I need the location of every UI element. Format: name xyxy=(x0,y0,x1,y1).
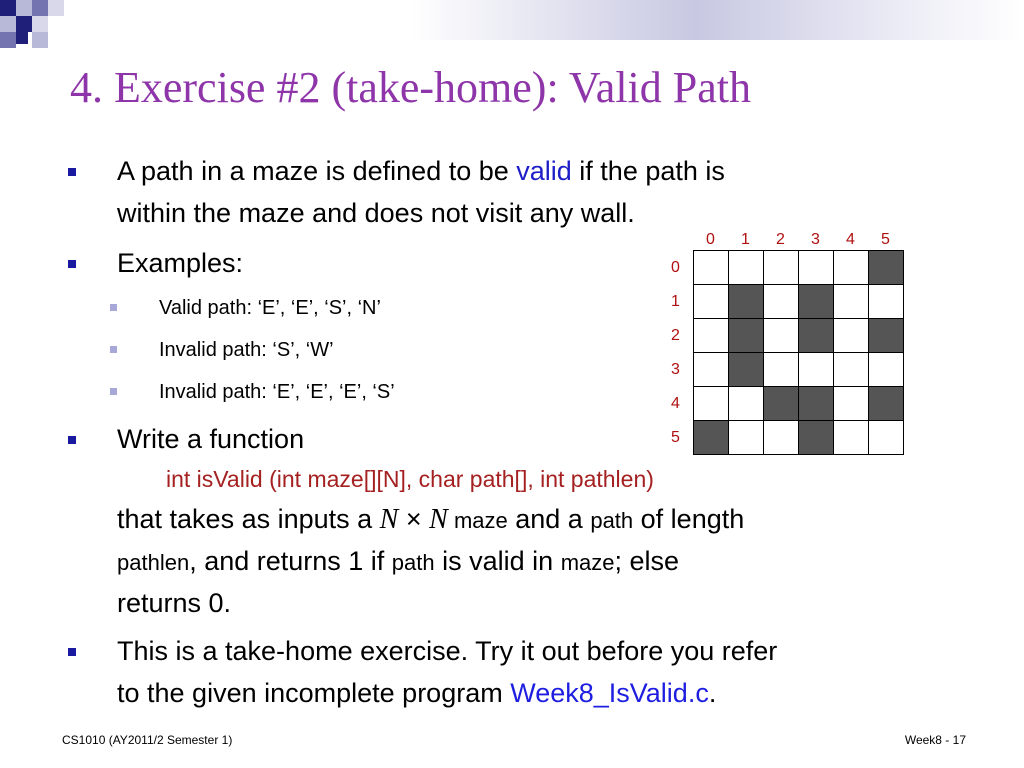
maze-wall-cell xyxy=(764,387,799,421)
bullet-text: This is a take-home exercise. Try it out before you refer xyxy=(117,636,778,666)
code-maze: maze xyxy=(447,508,508,533)
sub-bullet-marker xyxy=(110,304,117,311)
maze-open-cell xyxy=(729,387,764,421)
maze-wall-cell xyxy=(799,285,834,319)
maze-open-cell xyxy=(869,353,904,387)
maze-open-cell xyxy=(729,251,764,285)
bullet-text xyxy=(117,158,725,185)
code-path: path xyxy=(391,550,435,575)
bullet-marker xyxy=(68,436,76,444)
maze-open-cell xyxy=(694,251,729,285)
maze-open-cell xyxy=(694,387,729,421)
bullet-text xyxy=(117,506,744,534)
maze-row-label: 1 xyxy=(671,293,680,310)
program-file-link[interactable]: Week8_IsValid.c xyxy=(510,678,709,708)
maze-wall-cell xyxy=(869,319,904,353)
text-fragment: ; else xyxy=(614,546,680,576)
math-N: N xyxy=(379,504,399,535)
bullet-text: Write a function xyxy=(117,424,305,454)
example-invalid-1: Invalid path: ‘S’, ‘W’ xyxy=(159,339,334,361)
text-fragment: and a xyxy=(507,504,591,534)
text-fragment: . xyxy=(708,678,717,708)
maze-wall-cell xyxy=(694,421,729,455)
maze-wall-cell xyxy=(729,319,764,353)
bullet-text xyxy=(117,680,716,707)
maze-open-cell xyxy=(764,353,799,387)
example-valid: Valid path: ‘E’, ‘E’, ‘S’, ‘N’ xyxy=(159,297,381,319)
maze-wall-cell xyxy=(729,353,764,387)
maze-open-cell xyxy=(834,285,869,319)
code-pathlen: pathlen xyxy=(117,550,190,575)
text-fragment: of length xyxy=(633,504,745,534)
maze-column-label: 3 xyxy=(811,231,820,248)
maze-open-cell xyxy=(694,353,729,387)
maze-open-cell xyxy=(764,319,799,353)
text-fragment: to the given incomplete program xyxy=(117,678,511,708)
maze-wall-cell xyxy=(799,421,834,455)
maze-open-cell xyxy=(799,353,834,387)
maze-wall-cell xyxy=(799,387,834,421)
maze-open-cell xyxy=(834,353,869,387)
bullet-text: within the maze and does not visit any wall. xyxy=(117,198,635,228)
maze-open-cell xyxy=(834,421,869,455)
maze-open-cell xyxy=(834,387,869,421)
maze-wall-cell xyxy=(869,387,904,421)
maze-open-cell xyxy=(834,251,869,285)
maze-row-label: 3 xyxy=(671,361,680,378)
maze-grid xyxy=(693,250,904,455)
maze-wall-cell xyxy=(799,319,834,353)
maze-open-cell xyxy=(729,421,764,455)
example-invalid-2: Invalid path: ‘E’, ‘E’, ‘E’, ‘S’ xyxy=(159,381,395,403)
text-fragment: that takes as inputs a xyxy=(117,504,380,534)
maze-column-label: 1 xyxy=(741,231,750,248)
maze-row-label: 4 xyxy=(671,395,680,412)
footer-page-number: Week8 - 17 xyxy=(904,733,966,747)
times-symbol: × xyxy=(398,504,430,534)
maze-column-label: 5 xyxy=(881,231,890,248)
bullet-text: returns 0. xyxy=(117,588,232,618)
maze-column-label: 0 xyxy=(706,231,715,248)
maze-diagram xyxy=(660,228,910,458)
bullet-marker xyxy=(68,648,76,656)
maze-open-cell xyxy=(764,285,799,319)
text-fragment: , and returns 1 if xyxy=(189,546,392,576)
code-maze: maze xyxy=(560,550,615,575)
maze-column-label: 2 xyxy=(776,231,785,248)
sub-bullet-marker xyxy=(110,388,117,395)
maze-open-cell xyxy=(869,421,904,455)
maze-open-cell xyxy=(764,421,799,455)
text-fragment: A path in a maze is defined to be xyxy=(117,156,517,186)
function-signature: int isValid (int maze[][N], char path[], int pathlen) xyxy=(166,466,654,492)
text-fragment: if the path is xyxy=(571,156,725,186)
maze-open-cell xyxy=(834,319,869,353)
text-fragment: is valid in xyxy=(434,546,561,576)
maze-open-cell xyxy=(694,285,729,319)
maze-row-label: 5 xyxy=(671,429,680,446)
bullet-text xyxy=(117,548,679,575)
maze-open-cell xyxy=(869,285,904,319)
maze-wall-cell xyxy=(869,251,904,285)
maze-open-cell xyxy=(694,319,729,353)
maze-open-cell xyxy=(764,251,799,285)
maze-column-label: 4 xyxy=(846,231,855,248)
bullet-marker xyxy=(68,168,76,176)
maze-open-cell xyxy=(799,251,834,285)
maze-row-label: 2 xyxy=(671,327,680,344)
bullet-text: Examples: xyxy=(117,248,244,278)
code-path: path xyxy=(590,508,634,533)
valid-keyword: valid xyxy=(516,156,572,186)
maze-wall-cell xyxy=(729,285,764,319)
bullet-marker xyxy=(68,260,76,268)
sub-bullet-marker xyxy=(110,346,117,353)
maze-row-label: 0 xyxy=(671,259,680,276)
slide-title: 4. Exercise #2 (take-home): Valid Path xyxy=(70,63,751,112)
math-N: N xyxy=(429,504,448,535)
footer-course: CS1010 (AY2011/2 Semester 1) xyxy=(62,733,233,747)
